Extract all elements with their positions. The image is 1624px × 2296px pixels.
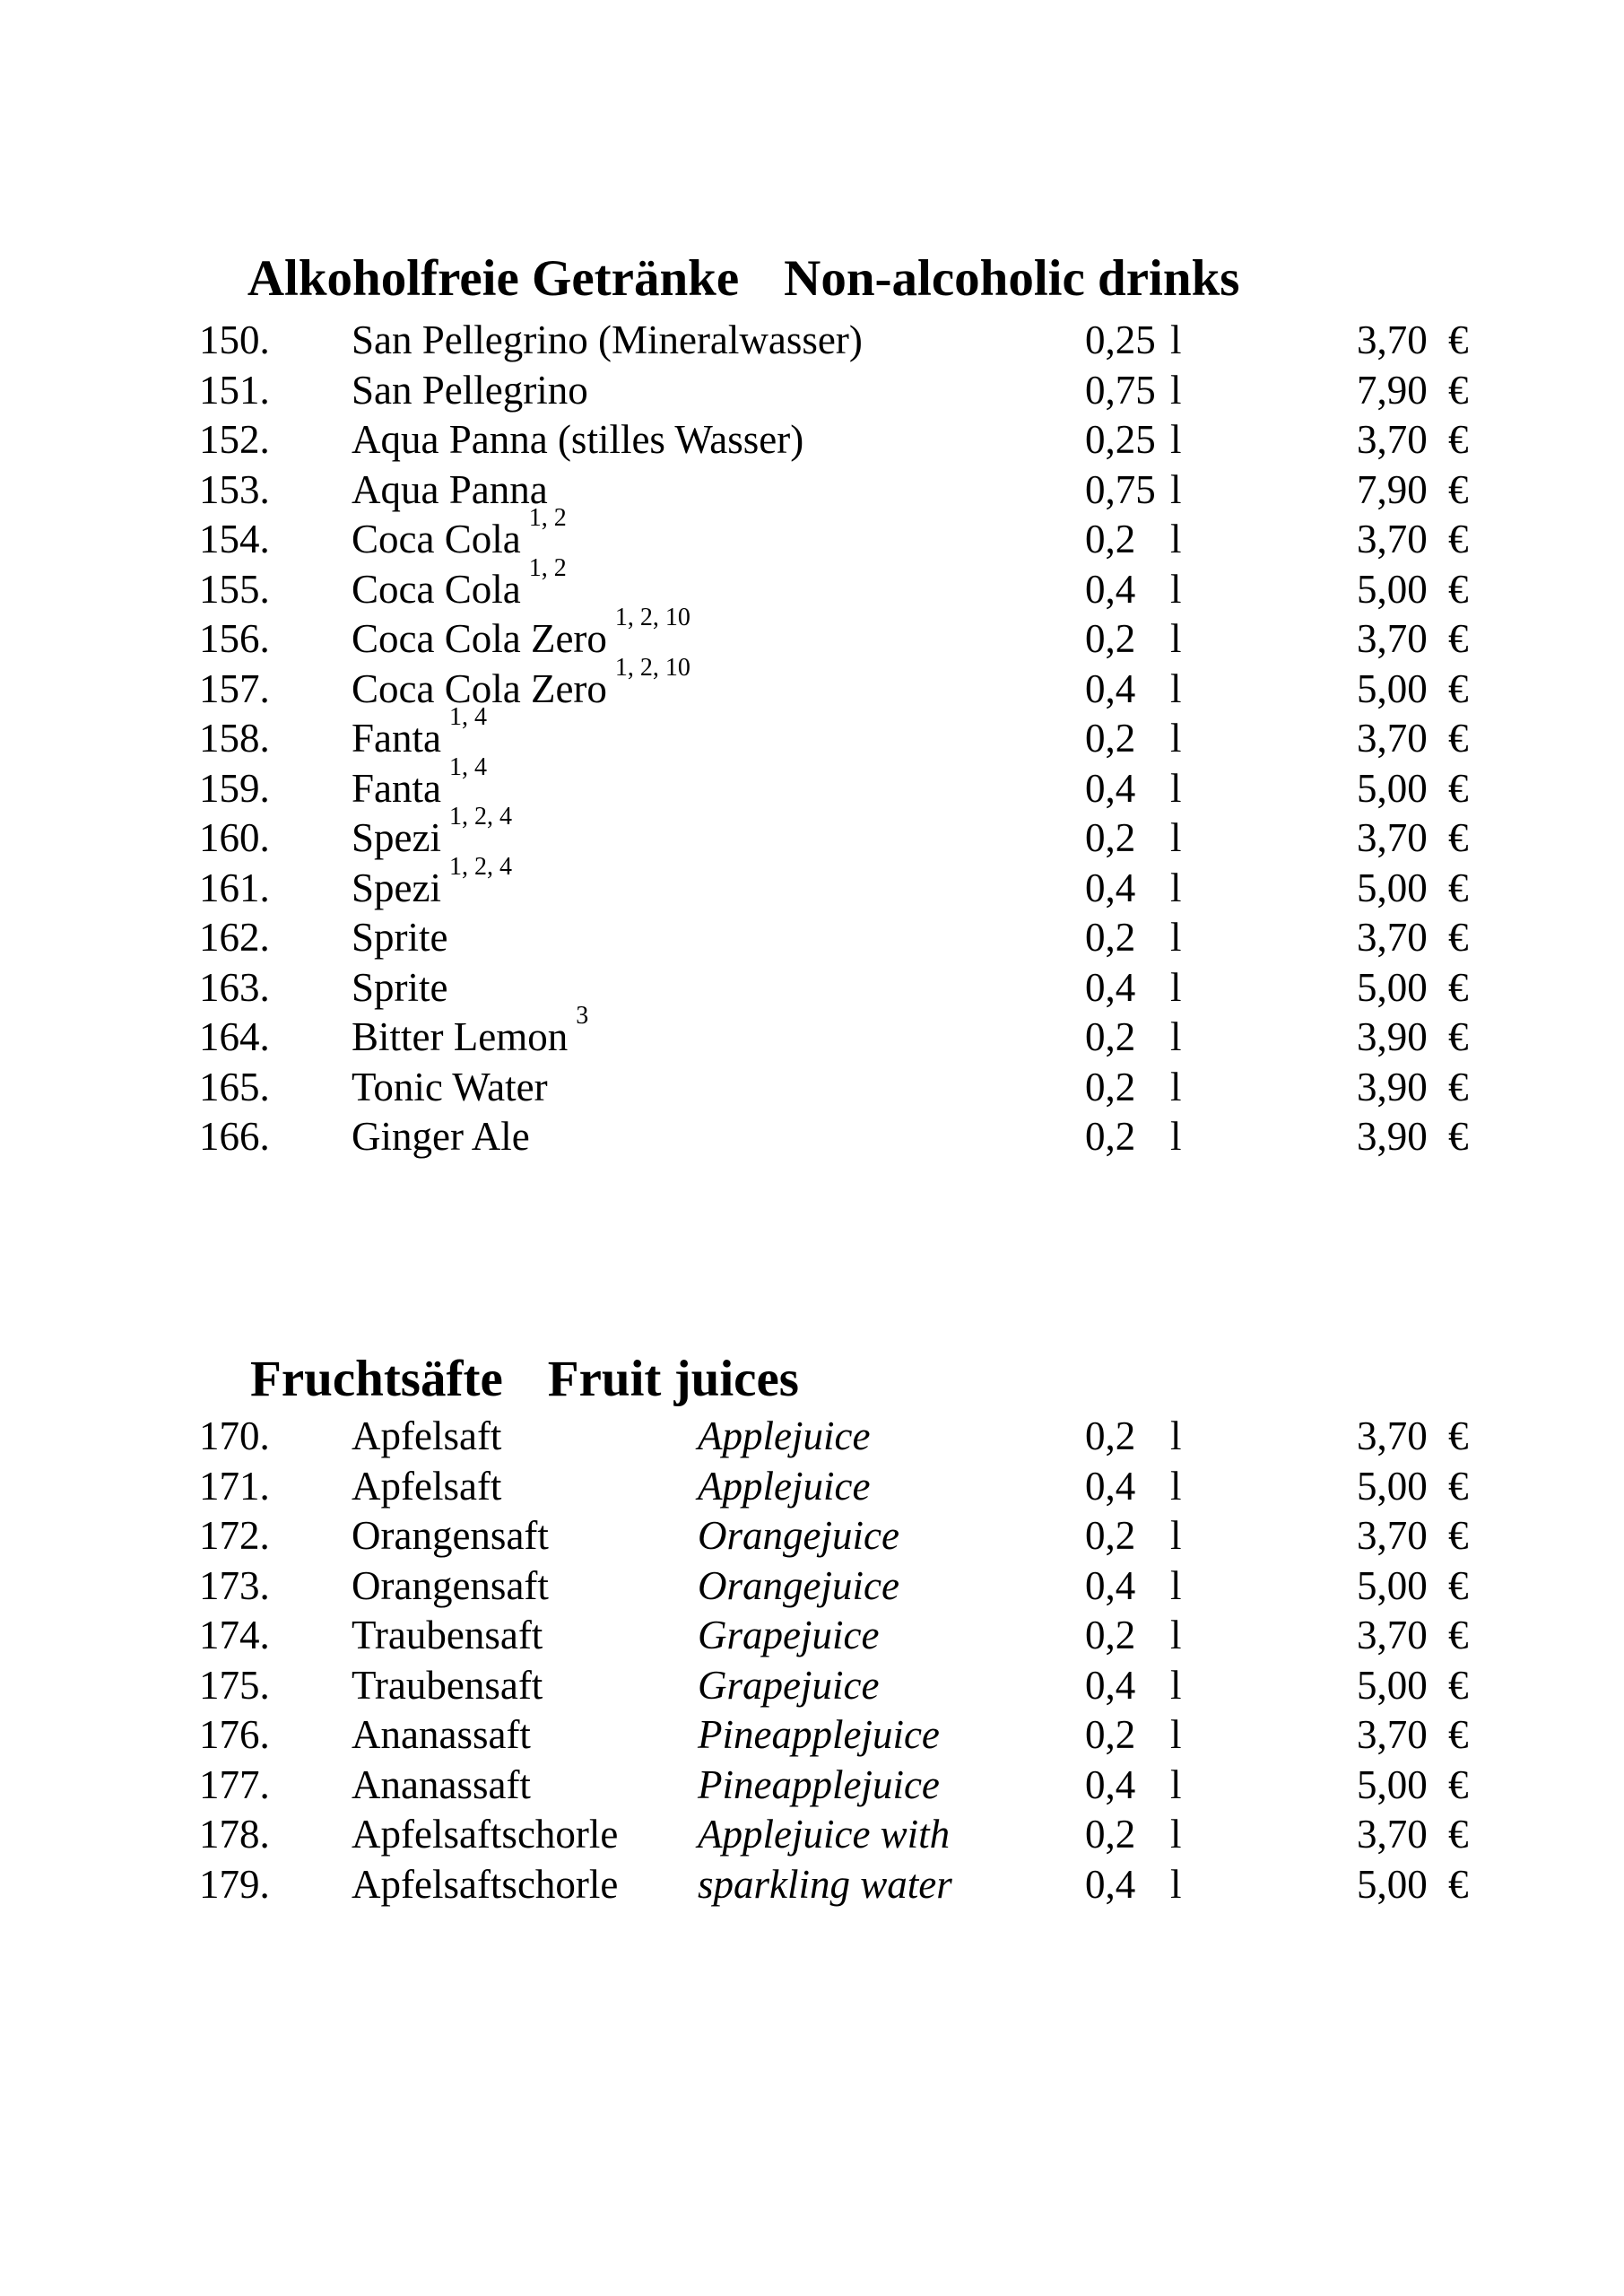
item-volume: 0,2 bbox=[1085, 716, 1136, 761]
item-number: 155. bbox=[199, 566, 270, 612]
item-price: 3,90 bbox=[1357, 1064, 1428, 1109]
menu-row bbox=[0, 1860, 1624, 1910]
item-price: 5,00 bbox=[1357, 665, 1428, 711]
item-price: 3,70 bbox=[1357, 1613, 1428, 1657]
item-name-de: Sprite bbox=[352, 964, 448, 1010]
item-volume-unit: l bbox=[1170, 1662, 1182, 1708]
menu-row bbox=[0, 366, 1624, 416]
item-volume: 0,2 bbox=[1085, 1413, 1136, 1458]
item-volume: 0,2 bbox=[1085, 1613, 1136, 1657]
item-name bbox=[352, 653, 690, 715]
item-price: 3,70 bbox=[1357, 1712, 1428, 1757]
item-price: 3,70 bbox=[1357, 616, 1428, 661]
menu-row bbox=[0, 1810, 1624, 1860]
item-name bbox=[352, 465, 556, 516]
item-volume-unit: l bbox=[1170, 915, 1182, 960]
item-name-de: Aqua Panna (stilles Wasser) bbox=[352, 417, 804, 462]
item-volume: 0,4 bbox=[1085, 765, 1136, 811]
item-number: 161. bbox=[199, 865, 270, 910]
item-number: 172. bbox=[199, 1513, 270, 1558]
item-number: 177. bbox=[199, 1761, 270, 1807]
item-name-de: Ananassaft bbox=[352, 1761, 531, 1807]
item-volume: 0,2 bbox=[1085, 517, 1136, 561]
menu-row bbox=[0, 465, 1624, 516]
item-volume-unit: l bbox=[1170, 865, 1182, 910]
item-volume: 0,2 bbox=[1085, 815, 1136, 860]
item-price: 5,00 bbox=[1357, 865, 1428, 910]
item-volume: 0,2 bbox=[1085, 1014, 1136, 1059]
item-footnote-refs: 1, 2 bbox=[528, 553, 567, 582]
item-name-de: Bitter Lemon bbox=[352, 1014, 569, 1059]
item-name-de: Sprite bbox=[352, 915, 448, 960]
item-price: 5,00 bbox=[1357, 765, 1428, 811]
menu-row bbox=[0, 1611, 1624, 1661]
item-price: 3,70 bbox=[1357, 1513, 1428, 1558]
item-number: 156. bbox=[199, 616, 270, 661]
item-volume-unit: l bbox=[1170, 1861, 1182, 1907]
item-volume: 0,75 bbox=[1085, 367, 1156, 413]
item-volume-unit: l bbox=[1170, 517, 1182, 561]
menu-rows-fruit-juices bbox=[0, 1412, 1624, 1909]
item-name bbox=[352, 366, 596, 416]
item-volume: 0,2 bbox=[1085, 1064, 1136, 1109]
item-number: 178. bbox=[199, 1812, 270, 1857]
item-volume-unit: l bbox=[1170, 1413, 1182, 1458]
item-name-en: sparkling water bbox=[698, 1861, 952, 1907]
item-number: 171. bbox=[199, 1463, 270, 1509]
euro-sign: € bbox=[1448, 1114, 1469, 1159]
euro-sign: € bbox=[1448, 1712, 1469, 1757]
item-number: 163. bbox=[199, 964, 270, 1010]
item-volume-unit: l bbox=[1170, 1014, 1182, 1059]
item-number: 179. bbox=[199, 1861, 270, 1907]
item-name-de: San Pellegrino bbox=[352, 367, 588, 413]
menu-rows-non-alcoholic bbox=[0, 316, 1624, 1162]
item-price: 3,70 bbox=[1357, 915, 1428, 960]
item-footnote-refs: 1, 2, 10 bbox=[614, 604, 690, 631]
menu-row bbox=[0, 1462, 1624, 1512]
menu-row bbox=[0, 604, 1624, 665]
item-volume: 0,4 bbox=[1085, 964, 1136, 1010]
item-name bbox=[352, 1561, 557, 1612]
item-volume: 0,2 bbox=[1085, 1812, 1136, 1857]
menu-row bbox=[0, 963, 1624, 1013]
item-volume-unit: l bbox=[1170, 616, 1182, 661]
menu-row bbox=[0, 653, 1624, 715]
item-number: 157. bbox=[199, 665, 270, 711]
menu-row bbox=[0, 913, 1624, 963]
item-number: 159. bbox=[199, 765, 270, 811]
item-volume: 0,4 bbox=[1085, 1562, 1136, 1608]
item-volume: 0,4 bbox=[1085, 1861, 1136, 1907]
item-name-de: Coca Cola Zero bbox=[352, 616, 607, 661]
item-number: 176. bbox=[199, 1712, 270, 1757]
item-number: 175. bbox=[199, 1662, 270, 1708]
item-price: 5,00 bbox=[1357, 964, 1428, 1010]
item-number: 162. bbox=[199, 915, 270, 960]
item-name bbox=[352, 963, 456, 1013]
item-volume-unit: l bbox=[1170, 815, 1182, 860]
item-name bbox=[352, 1810, 626, 1860]
item-number: 154. bbox=[199, 517, 270, 561]
item-number: 150. bbox=[199, 317, 270, 362]
item-name bbox=[352, 1002, 589, 1063]
euro-sign: € bbox=[1448, 466, 1469, 512]
item-name bbox=[352, 1761, 539, 1811]
item-name-de: Spezi bbox=[352, 815, 441, 860]
item-volume: 0,4 bbox=[1085, 865, 1136, 910]
item-volume-unit: l bbox=[1170, 1812, 1182, 1857]
item-volume-unit: l bbox=[1170, 1613, 1182, 1657]
item-volume-unit: l bbox=[1170, 417, 1182, 462]
euro-sign: € bbox=[1448, 1513, 1469, 1558]
euro-sign: € bbox=[1448, 317, 1469, 362]
item-number: 173. bbox=[199, 1562, 270, 1608]
item-volume: 0,25 bbox=[1085, 317, 1156, 362]
item-volume: 0,2 bbox=[1085, 1513, 1136, 1558]
item-volume-unit: l bbox=[1170, 367, 1182, 413]
euro-sign: € bbox=[1448, 716, 1469, 761]
item-name bbox=[352, 852, 512, 914]
item-number: 174. bbox=[199, 1613, 270, 1657]
euro-sign: € bbox=[1448, 417, 1469, 462]
euro-sign: € bbox=[1448, 665, 1469, 711]
item-name bbox=[352, 1661, 551, 1711]
item-name-de: Traubensaft bbox=[352, 1613, 543, 1657]
euro-sign: € bbox=[1448, 865, 1469, 910]
menu-row bbox=[0, 1112, 1624, 1162]
item-name-de: Coca Cola bbox=[352, 566, 521, 612]
item-name-en: Orangejuice bbox=[698, 1513, 899, 1558]
item-price: 5,00 bbox=[1357, 1463, 1428, 1509]
euro-sign: € bbox=[1448, 1562, 1469, 1608]
euro-sign: € bbox=[1448, 616, 1469, 661]
euro-sign: € bbox=[1448, 1613, 1469, 1657]
item-footnote-refs: 1, 2, 4 bbox=[448, 803, 512, 831]
section-heading-en: Fruit juices bbox=[547, 1351, 799, 1407]
item-name-en: Orangejuice bbox=[698, 1562, 899, 1608]
euro-sign: € bbox=[1448, 1662, 1469, 1708]
item-volume-unit: l bbox=[1170, 466, 1182, 512]
item-number: 158. bbox=[199, 716, 270, 761]
menu-row bbox=[0, 504, 1624, 565]
item-name-de: San Pellegrino (Mineralwasser) bbox=[352, 317, 863, 362]
item-volume: 0,4 bbox=[1085, 1761, 1136, 1807]
item-name-de: Aqua Panna bbox=[352, 466, 548, 512]
item-name-de: Fanta bbox=[352, 765, 441, 811]
item-number: 165. bbox=[199, 1064, 270, 1109]
item-volume-unit: l bbox=[1170, 1712, 1182, 1757]
item-name bbox=[352, 1611, 551, 1661]
euro-sign: € bbox=[1448, 915, 1469, 960]
item-name-en: Pineapplejuice bbox=[698, 1712, 940, 1757]
item-name bbox=[352, 1462, 509, 1512]
item-name bbox=[352, 1511, 557, 1561]
euro-sign: € bbox=[1448, 815, 1469, 860]
menu-row bbox=[0, 852, 1624, 914]
menu-row bbox=[0, 1710, 1624, 1761]
item-price: 3,70 bbox=[1357, 317, 1428, 362]
item-name bbox=[352, 1412, 509, 1462]
item-footnote-refs: 1, 4 bbox=[448, 703, 487, 731]
euro-sign: € bbox=[1448, 1014, 1469, 1059]
item-volume-unit: l bbox=[1170, 1114, 1182, 1159]
section-heading-de: Alkoholfreie Getränke bbox=[247, 250, 740, 307]
section-heading-de: Fruchtsäfte bbox=[250, 1351, 503, 1407]
item-volume: 0,2 bbox=[1085, 915, 1136, 960]
item-volume-unit: l bbox=[1170, 665, 1182, 711]
menu-row bbox=[0, 703, 1624, 764]
item-price: 3,70 bbox=[1357, 716, 1428, 761]
item-name-en: Grapejuice bbox=[698, 1613, 880, 1657]
item-price: 3,70 bbox=[1357, 815, 1428, 860]
euro-sign: € bbox=[1448, 1463, 1469, 1509]
item-number: 166. bbox=[199, 1114, 270, 1159]
menu-row bbox=[0, 1511, 1624, 1561]
item-price: 5,00 bbox=[1357, 1662, 1428, 1708]
item-footnote-refs: 3 bbox=[576, 1002, 589, 1030]
menu-row bbox=[0, 1561, 1624, 1612]
item-volume-unit: l bbox=[1170, 566, 1182, 612]
euro-sign: € bbox=[1448, 1812, 1469, 1857]
item-name-de: Ginger Ale bbox=[352, 1114, 530, 1159]
item-number: 170. bbox=[199, 1413, 270, 1458]
item-name-de: Spezi bbox=[352, 865, 441, 910]
euro-sign: € bbox=[1448, 566, 1469, 612]
item-price: 5,00 bbox=[1357, 1861, 1428, 1907]
item-price: 3,70 bbox=[1357, 517, 1428, 561]
menu-row bbox=[0, 1002, 1624, 1063]
item-name bbox=[352, 553, 567, 615]
item-volume: 0,4 bbox=[1085, 1662, 1136, 1708]
item-volume: 0,2 bbox=[1085, 1114, 1136, 1159]
item-price: 7,90 bbox=[1357, 466, 1428, 512]
item-volume: 0,2 bbox=[1085, 1712, 1136, 1757]
euro-sign: € bbox=[1448, 1861, 1469, 1907]
item-name-de: Coca Cola Zero bbox=[352, 665, 607, 711]
item-name-de: Apfelsaft bbox=[352, 1413, 502, 1458]
euro-sign: € bbox=[1448, 367, 1469, 413]
euro-sign: € bbox=[1448, 1413, 1469, 1458]
item-footnote-refs: 1, 2, 10 bbox=[614, 653, 690, 682]
euro-sign: € bbox=[1448, 1064, 1469, 1109]
item-name bbox=[352, 1710, 539, 1761]
item-price: 3,70 bbox=[1357, 1413, 1428, 1458]
item-volume: 0,4 bbox=[1085, 665, 1136, 711]
item-name-de: Traubensaft bbox=[352, 1662, 543, 1708]
item-volume-unit: l bbox=[1170, 1562, 1182, 1608]
item-volume-unit: l bbox=[1170, 1761, 1182, 1807]
item-price: 5,00 bbox=[1357, 1562, 1428, 1608]
item-volume-unit: l bbox=[1170, 317, 1182, 362]
item-footnote-refs: 1, 2 bbox=[528, 504, 567, 532]
item-name bbox=[352, 415, 812, 465]
item-price: 3,90 bbox=[1357, 1114, 1428, 1159]
item-price: 5,00 bbox=[1357, 566, 1428, 612]
item-name-en: Applejuice bbox=[698, 1463, 871, 1509]
item-name-de: Apfelsaftschorle bbox=[352, 1812, 619, 1857]
item-volume: 0,4 bbox=[1085, 566, 1136, 612]
menu-row bbox=[0, 803, 1624, 864]
item-volume-unit: l bbox=[1170, 716, 1182, 761]
menu-row bbox=[0, 415, 1624, 465]
menu-row bbox=[0, 553, 1624, 615]
menu-row bbox=[0, 1761, 1624, 1811]
item-name bbox=[352, 913, 456, 963]
item-name-de: Coca Cola bbox=[352, 517, 521, 561]
item-volume-unit: l bbox=[1170, 1463, 1182, 1509]
item-name bbox=[352, 316, 871, 366]
item-volume: 0,25 bbox=[1085, 417, 1156, 462]
item-name bbox=[352, 1063, 556, 1113]
item-name bbox=[352, 1112, 538, 1162]
item-price: 3,70 bbox=[1357, 417, 1428, 462]
item-volume: 0,2 bbox=[1085, 616, 1136, 661]
item-name-de: Fanta bbox=[352, 716, 441, 761]
euro-sign: € bbox=[1448, 1761, 1469, 1807]
item-name-de: Tonic Water bbox=[352, 1064, 548, 1109]
item-name-de: Apfelsaftschorle bbox=[352, 1861, 619, 1907]
item-name-de: Orangensaft bbox=[352, 1562, 549, 1608]
item-footnote-refs: 1, 4 bbox=[448, 752, 487, 781]
item-name-de: Apfelsaft bbox=[352, 1463, 502, 1509]
item-number: 164. bbox=[199, 1014, 270, 1059]
item-name-en: Applejuice with bbox=[698, 1812, 951, 1857]
menu-row bbox=[0, 1063, 1624, 1113]
item-name-en: Pineapplejuice bbox=[698, 1761, 940, 1807]
item-volume: 0,4 bbox=[1085, 1463, 1136, 1509]
item-footnote-refs: 1, 2, 4 bbox=[448, 852, 512, 881]
menu-row bbox=[0, 316, 1624, 366]
item-price: 3,90 bbox=[1357, 1014, 1428, 1059]
item-volume-unit: l bbox=[1170, 1064, 1182, 1109]
item-name-en: Grapejuice bbox=[698, 1662, 880, 1708]
item-volume-unit: l bbox=[1170, 765, 1182, 811]
item-volume-unit: l bbox=[1170, 1513, 1182, 1558]
item-name-de: Ananassaft bbox=[352, 1712, 531, 1757]
menu-row bbox=[0, 752, 1624, 814]
euro-sign: € bbox=[1448, 765, 1469, 811]
item-price: 7,90 bbox=[1357, 367, 1428, 413]
item-number: 160. bbox=[199, 815, 270, 860]
menu-row bbox=[0, 1412, 1624, 1462]
item-volume-unit: l bbox=[1170, 964, 1182, 1010]
item-number: 151. bbox=[199, 367, 270, 413]
item-volume: 0,75 bbox=[1085, 466, 1156, 512]
item-name bbox=[352, 1860, 626, 1910]
menu-row bbox=[0, 1661, 1624, 1711]
section-heading-en: Non-alcoholic drinks bbox=[784, 250, 1240, 307]
euro-sign: € bbox=[1448, 964, 1469, 1010]
item-price: 3,70 bbox=[1357, 1812, 1428, 1857]
item-name-en: Applejuice bbox=[698, 1413, 871, 1458]
item-price: 5,00 bbox=[1357, 1761, 1428, 1807]
item-number: 152. bbox=[199, 417, 270, 462]
item-name-de: Orangensaft bbox=[352, 1513, 549, 1558]
item-number: 153. bbox=[199, 466, 270, 512]
euro-sign: € bbox=[1448, 517, 1469, 561]
